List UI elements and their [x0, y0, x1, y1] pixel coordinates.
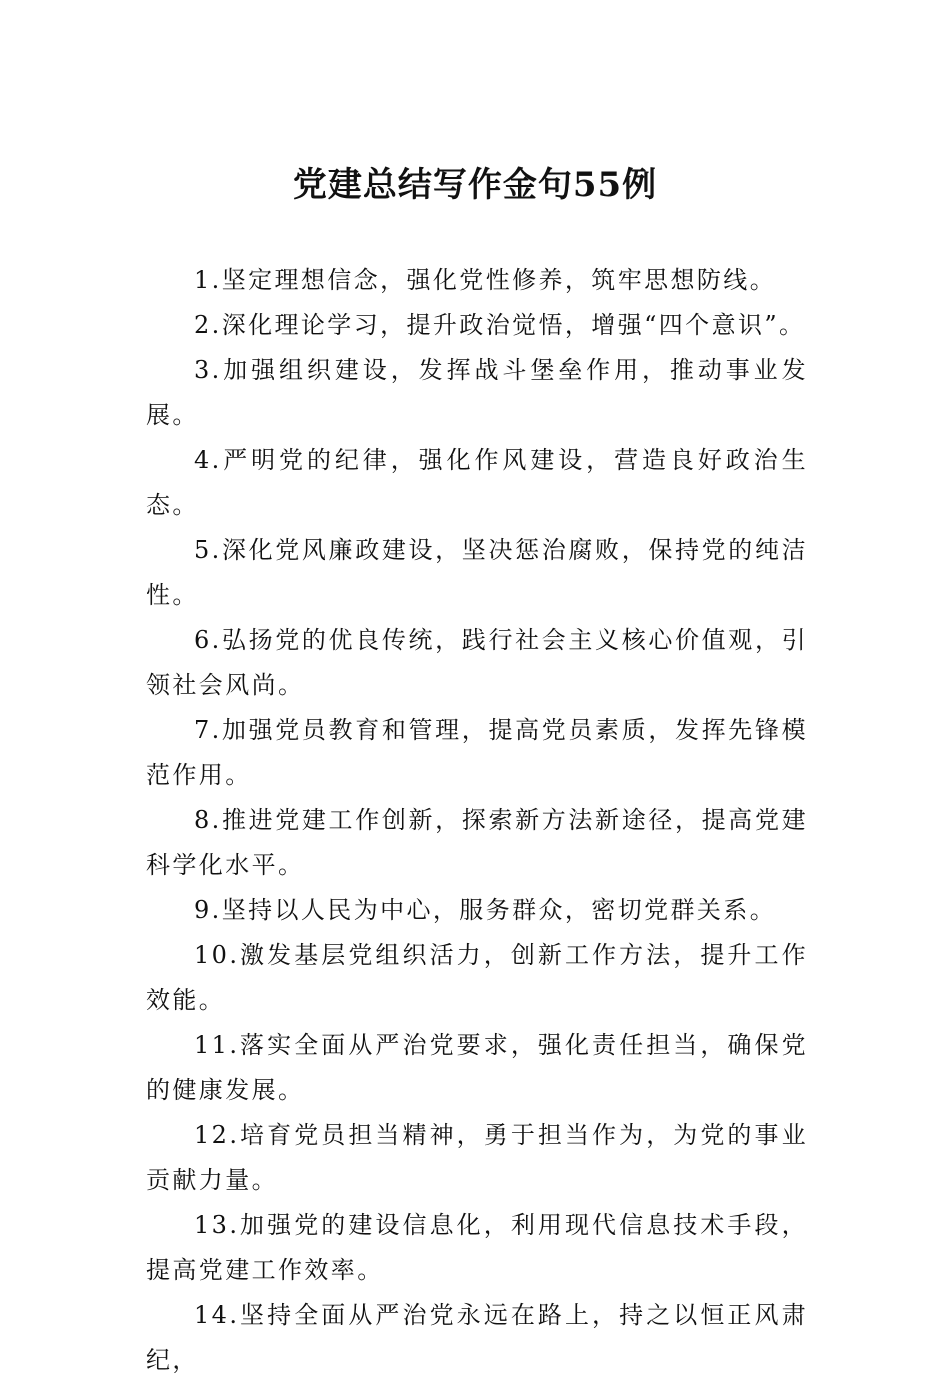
paragraph-11: 11.落实全面从严治党要求，强化责任担当，确保党的健康发展。	[146, 1031, 808, 1104]
paragraph-2: 2.深化理论学习，提升政治觉悟，增强“四个意识”。	[194, 311, 806, 339]
paragraph-3: 3.加强组织建设，发挥战斗堡垒作用，推动事业发展。	[146, 356, 808, 429]
paragraph-7: 7.加强党员教育和管理，提高党员素质，发挥先锋模范作用。	[146, 716, 808, 789]
paragraph-10: 10.激发基层党组织活力，创新工作方法，提升工作效能。	[146, 941, 808, 1014]
paragraph-6: 6.弘扬党的优良传统，践行社会主义核心价值观，引领社会风尚。	[146, 626, 808, 699]
paragraph-8: 8.推进党建工作创新，探索新方法新途径，提高党建科学化水平。	[146, 806, 808, 879]
paragraph-9: 9.坚持以人民为中心，服务群众，密切党群关系。	[194, 896, 777, 924]
document-title: 党建总结写作金句55例	[292, 165, 658, 205]
paragraph-14: 14.坚持全面从严治党永远在路上，持之以恒正风肃纪，	[146, 1301, 808, 1374]
paragraph-13: 13.加强党的建设信息化，利用现代信息技术手段，提高党建工作效率。	[146, 1211, 808, 1284]
document-body	[146, 258, 808, 1383]
paragraph-4: 4.严明党的纪律，强化作风建设，营造良好政治生态。	[146, 446, 808, 519]
paragraph-5: 5.深化党风廉政建设，坚决惩治腐败，保持党的纯洁性。	[146, 536, 808, 609]
paragraph-12: 12.培育党员担当精神，勇于担当作为，为党的事业贡献力量。	[146, 1121, 808, 1194]
paragraph-1: 1.坚定理想信念，强化党性修养，筑牢思想防线。	[194, 266, 777, 294]
